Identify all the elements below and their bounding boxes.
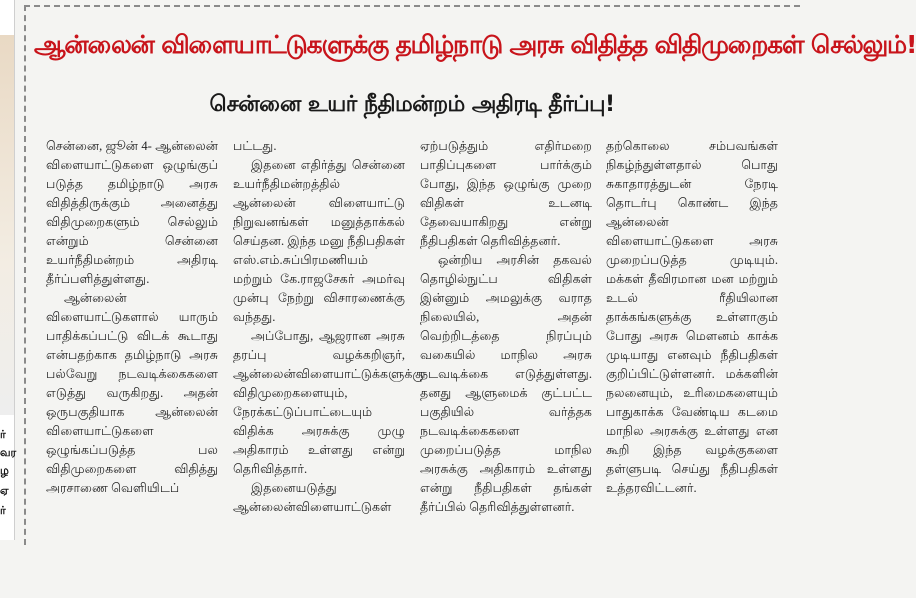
column-2-paragraph-4: இதனையடுத்து ஆன்லைன்விளையாட்டுகள் bbox=[233, 481, 392, 514]
article-column-1 bbox=[46, 137, 218, 577]
article-column-3 bbox=[420, 137, 592, 577]
column-1-paragraph-2: ஆன்லைன் விளையாட்டுகளால் யாரும் பாதிக்கப்பட்டு விடக் கூடாது என்பதற்காக தமிழ்நாடு அரசு பல்வேறு நடவடிக்கைகளை எடுத்து வருகிறது. அதன் ஒருபகுதியாக ஆன்லைன் விளையாட்டுகளை ஒழுங்கப்படுத்த பல விதிமுறைகளை விதித்து அரசாணை வெளியிடப் bbox=[46, 291, 218, 495]
article-column-2 bbox=[233, 137, 424, 577]
column-1-paragraph-1: சென்னை, ஜூன் 4- ஆன்லைன் விளையாட்டுகளை ஒழுங்குப் படுத்த தமிழ்நாடு அரசு விதித்திருக்கும் அனைத்து விதிமுறைகளும் செல்லும் என்றும் சென்னை உயர்நீதிமன்றம் அதிரடி தீர்ப்பளித்துள்ளது. bbox=[46, 139, 218, 286]
column-4-paragraph-1: தற்கொலை சம்பவங்கள் நிகழ்ந்துள்ளதால் பொது சுகாதாரத்துடன் நேரடி தொடர்பு கொண்ட இந்த ஆன்லைன் விளையாட்டுகளை அரசு முறைப்படுத்த முடியும். மக்கள் தீவிரமான மன மற்றும் உடல் ரீதியிலான தாக்கங்களுக்கு உள்ளாகும் போது அரசு மௌனம் காக்க முடியாது எனவும் நீதிபதிகள் குறிப்பிட்டுள்ளனர். மக்களின் நலனையும், உரிமைகளையும் பாதுகாக்க வேண்டிய கடமை மாநில அரசுக்கு உள்ளது என கூறி இந்த வழக்குகளை தள்ளுபடி செய்து நீதிபதிகள் உத்தரவிட்டனர். bbox=[606, 139, 778, 495]
article-headline: ஆன்லைன் விளையாட்டுகளுக்கு தமிழ்நாடு அரசு விதித்த விதிமுறைகள் செல்லும்! bbox=[34, 30, 916, 59]
adjacent-text-fragment: ர் bbox=[0, 504, 6, 517]
adjacent-text-fragment: வர bbox=[0, 446, 17, 459]
article-border-top bbox=[24, 5, 800, 7]
column-2-paragraph-1: பட்டது. bbox=[233, 139, 277, 153]
column-2-paragraph-3: அப்போது, ஆஜரான அரசு தரப்பு வழக்கறிஞர், ஆன்லைன்விளையாட்டுக்களுக்கு விதிமுறைகளையும், நேரக்கட்டுப்பாட்டையும் விதிக்க அரசுக்கு முழு அதிகாரம் உள்ளது என்று தெரிவித்தார். bbox=[233, 329, 424, 476]
article-column-4 bbox=[606, 137, 778, 577]
adjacent-photo-fragment bbox=[0, 35, 14, 415]
article-border-left bbox=[24, 5, 26, 545]
column-3-paragraph-1: ஏற்படுத்தும் எதிர்மறை பாதிப்புகளை பார்க்கும் போது, இந்த ஒழுங்கு முறை விதிகள் உடனடி தேவையாகிறது என்று நீதிபதிகள் தெரிவித்தனர். bbox=[420, 139, 592, 248]
article-subheadline: சென்னை உயர் நீதிமன்றம் அதிரடி தீர்ப்பு! bbox=[209, 92, 615, 117]
adjacent-text-fragment: ஏ bbox=[0, 484, 9, 497]
adjacent-article-strip bbox=[0, 0, 15, 540]
column-3-paragraph-2: ஒன்றிய அரசின் தகவல் தொழில்நுட்ப விதிகள் இன்னும் அமலுக்கு வராத நிலையில், அதன் வெற்றிடத்தை நிரப்பும் வகையில் மாநில அரசு நடவடிக்கை எடுத்துள்ளது. தனது ஆளுமைக் குட்பட்ட பகுதியில் வர்த்தக நடவடிக்கைகளை முறைப்படுத்த மாநில அரசுக்கு அதிகாரம் உள்ளது என்று நீதிபதிகள் தங்கள் தீர்ப்பில் தெரிவித்துள்ளனர். bbox=[420, 253, 592, 514]
adjacent-text-fragment: ழ bbox=[0, 464, 9, 477]
column-2-paragraph-2: இதனை எதிர்த்து சென்னை உயர்நீதிமன்றத்தில் ஆன்லைன் விளையாட்டு நிறுவனங்கள் மனுத்தாக்கல் செய்தன. இந்த மனு நீதிபதிகள் எஸ்.எம்.சுப்பிரமணியம் மற்றும் கே.ராஜசேகர் அமர்வு முன்பு நேற்று விசாரணைக்கு வந்தது. bbox=[233, 158, 405, 324]
adjacent-text-fragment: ர் bbox=[0, 428, 6, 441]
